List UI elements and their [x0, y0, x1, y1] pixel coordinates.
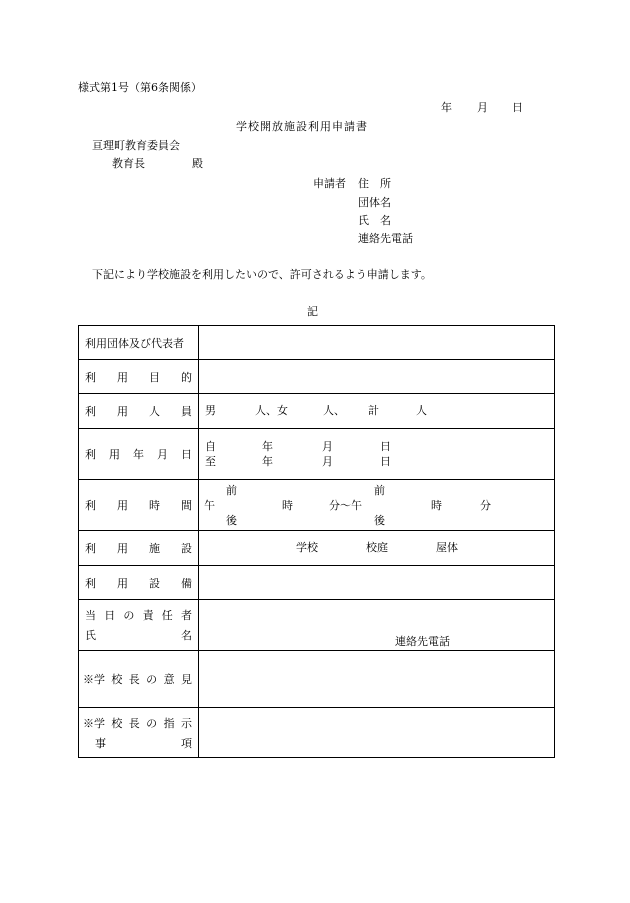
applicant-name-label: 氏 名 [358, 214, 391, 227]
date-month-label: 月 [477, 101, 488, 114]
label-principal-instruction-line2: 事 項 [95, 736, 192, 750]
field-purpose[interactable] [199, 360, 555, 394]
row-responsible [79, 600, 555, 651]
label-people: 利 用 人 員 [85, 405, 192, 418]
intro-text: 下記により学校施設を利用したいので、許可されるよう申請します。 [92, 268, 432, 281]
row-purpose [79, 360, 555, 394]
addressee-title: 教育長 [112, 157, 145, 170]
field-date[interactable]: 自 年 月 日 至 年 月 日 [199, 429, 555, 480]
applicant-group-label: 団体名 [358, 196, 391, 209]
applicant-address-label: 住 所 [358, 177, 391, 190]
date-year-label: 年 [441, 101, 452, 114]
field-responsible[interactable] [199, 600, 555, 651]
label-time: 利 用 時 間 [85, 499, 192, 512]
page-title: 学校開放施設利用申請書 [236, 120, 368, 133]
applicant-phone-label: 連絡先電話 [358, 232, 413, 245]
row-people [79, 394, 555, 429]
label-equipment: 利 用 設 備 [85, 576, 192, 590]
application-table [78, 325, 555, 758]
row-equipment [79, 566, 555, 600]
label-group-rep: 利用団体及び代表者 [85, 336, 184, 350]
honorific: 殿 [192, 157, 203, 170]
responsible-phone-label: 連絡先電話 [395, 635, 450, 648]
date-day-label: 日 [512, 101, 523, 114]
label-date: 利 用 年 月 日 [85, 448, 192, 461]
label-responsible-line2: 氏 名 [85, 629, 192, 642]
field-people[interactable]: 男 人、女 人、 計 人 [199, 394, 555, 429]
label-responsible-line1: 当 日 の 責 任 者 [85, 609, 192, 622]
field-principal-instruction[interactable] [199, 708, 555, 758]
row-group-rep [79, 326, 555, 360]
row-principal-opinion [79, 651, 555, 708]
ki-heading: 記 [307, 305, 318, 318]
row-principal-instruction [79, 708, 555, 758]
applicant-label: 申請者 [313, 177, 346, 190]
row-date [79, 429, 555, 480]
form-number: 様式第1号（第6条関係） [78, 81, 202, 94]
field-time[interactable]: 前 前 午 時 分～午 時 分 後 後 [199, 480, 555, 531]
field-group-rep[interactable] [199, 326, 555, 360]
field-principal-opinion[interactable] [199, 651, 555, 708]
label-purpose: 利 用 目 的 [85, 370, 192, 384]
label-principal-instruction-line1: ※学 校 長 の 指 示 [83, 716, 192, 730]
addressee-org: 亘理町教育委員会 [92, 139, 180, 152]
field-equipment[interactable] [199, 566, 555, 600]
label-facility: 利 用 施 設 [85, 542, 192, 555]
row-facility [79, 531, 555, 566]
row-time [79, 480, 555, 531]
field-facility[interactable]: 学校 校庭 屋体 [199, 531, 555, 566]
label-principal-opinion: ※学 校 長 の 意 見 [83, 673, 192, 686]
